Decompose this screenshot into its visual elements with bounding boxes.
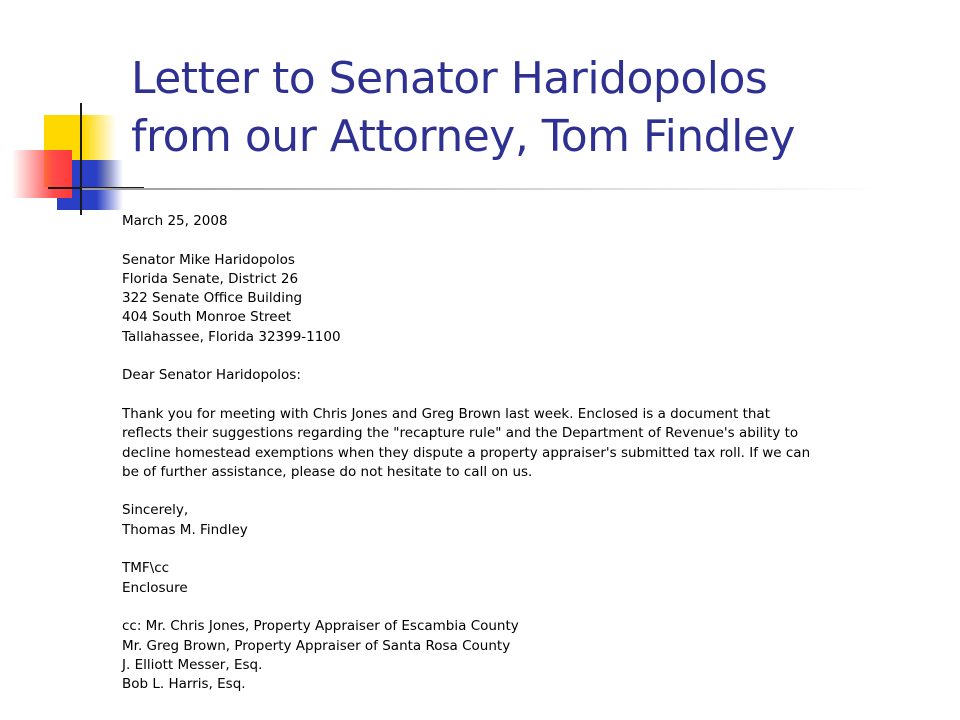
cc-line: Mr. Greg Brown, Property Appraiser of Santa Rosa County	[122, 637, 511, 654]
enclosure-note: Enclosure	[122, 579, 188, 596]
corner-decoration	[0, 0, 140, 230]
title-line-1: Letter to Senator Haridopolos	[131, 53, 768, 104]
body-line: reflects their suggestions regarding the "recapture rule" and the Department of Revenue's ability to	[122, 425, 799, 442]
body-line: Thank you for meeting with Chris Jones and Greg Brown last week. Enclosed is a document that	[122, 405, 770, 422]
title-underline	[82, 188, 882, 190]
letter-date: March 25, 2008	[122, 213, 228, 229]
cc-line: Bob L. Harris, Esq.	[122, 676, 246, 693]
vertical-line-decoration	[80, 103, 82, 215]
cc-line: J. Elliott Messer, Esq.	[122, 656, 263, 673]
recipient-line: Florida Senate, District 26	[122, 270, 299, 287]
closing: Sincerely,	[122, 502, 189, 519]
salutation: Dear Senator Haridopolos:	[122, 367, 301, 384]
signature: Thomas M. Findley	[122, 521, 248, 538]
recipient-line: Tallahassee, Florida 32399-1100	[122, 328, 341, 345]
title-line-2: from our Attorney, Tom Findley	[131, 111, 795, 162]
body-line: decline homestead exemptions when they dispute a property appraiser's submitted tax roll. If we can	[122, 444, 811, 461]
reference-initials: TMF\cc	[122, 560, 170, 577]
recipient-line: 322 Senate Office Building	[122, 290, 303, 307]
cc-line: cc: Mr. Chris Jones, Property Appraiser of Escambia County	[122, 618, 519, 635]
body-line: be of further assistance, please do not hesitate to call on us.	[122, 463, 533, 480]
recipient-line: Senator Mike Haridopolos	[122, 251, 295, 268]
letter-body	[122, 212, 882, 694]
red-square-decoration	[12, 150, 72, 198]
slide-title	[131, 50, 931, 166]
recipient-line: 404 South Monroe Street	[122, 309, 292, 326]
